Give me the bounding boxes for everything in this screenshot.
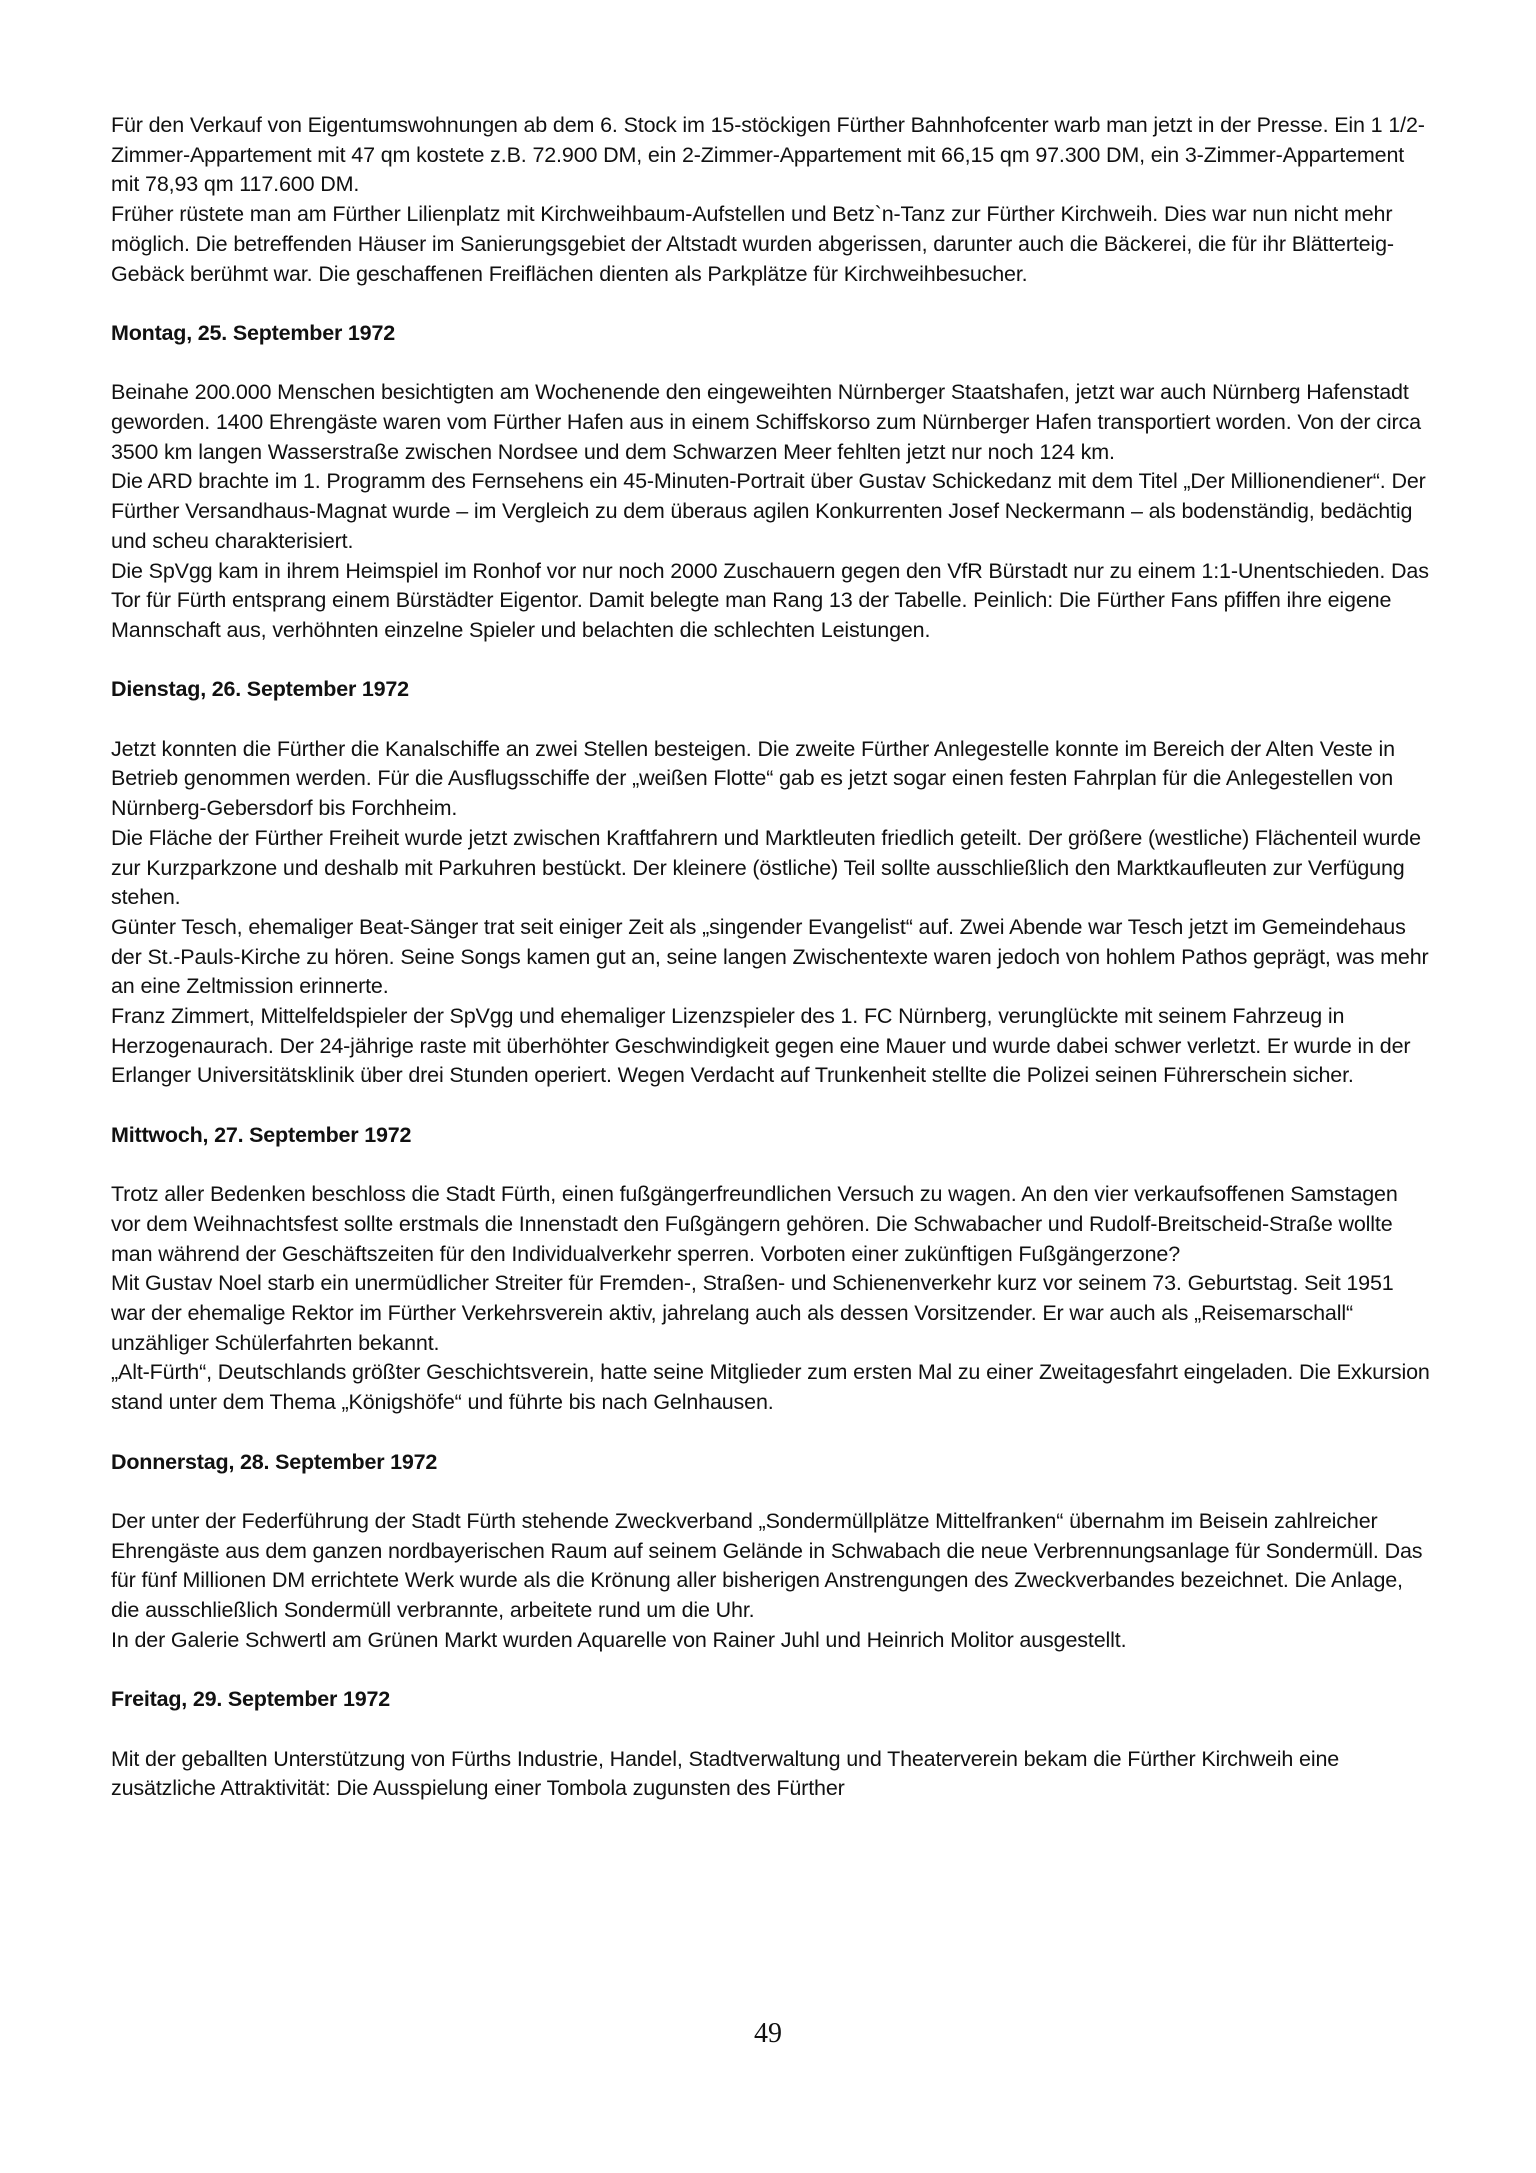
paragraph: Die Fläche der Fürther Freiheit wurde jetzt zwischen Kraftfahrern und Marktleuten friedlich geteilt. Der größere (westliche) Flächenteil wurde zur Kurzparkzone und deshalb mit Parkuhren bestückt. Der kleinere (östliche) Teil sollte ausschließlich den Marktkaufleuten zur Verfügung stehen.	[111, 825, 1421, 910]
paragraph: Die ARD brachte im 1. Programm des Fernsehens ein 45-Minuten-Portrait über Gustav Schickedanz mit dem Titel „Der Millionendiener“. Der Fürther Versandhaus-Magnat wurde – im Vergleich zu dem überaus agilen Konkurrenten Josef Neckermann – als bodenständig, bedächtig und scheu charakterisiert.	[111, 469, 1426, 553]
paragraph: Mit Gustav Noel starb ein unermüdlicher Streiter für Fremden-, Straßen- und Schienenverkehr kurz vor seinem 73. Geburtstag. Seit 1951 war der ehemalige Rektor im Fürther Verkehrsverein aktiv, jahrelang auch als dessen Vorsitzender. Er war auch als „Reisemarschall“ unzähliger Schülerfahrten bekannt.	[111, 1271, 1394, 1355]
section-heading: Freitag, 29. September 1972	[111, 1687, 391, 1712]
paragraph: „Alt-Fürth“, Deutschlands größter Geschichtsverein, hatte seine Mitglieder zum ersten Mal zu einer Zweitagesfahrt eingeladen. Die Exkursion stand unter dem Thema „Königshöfe“ und führte bis nach Gelnhausen.	[111, 1360, 1430, 1415]
section-dienstag	[111, 675, 1431, 1091]
section-donnerstag	[111, 1448, 1431, 1656]
paragraph: Trotz aller Bedenken beschloss die Stadt Fürth, einen fußgängerfreundlichen Versuch zu wagen. An den vier verkaufsoffenen Samstagen vor dem Weihnachtsfest sollte erstmals die Innenstadt den Fußgängern gehören. Die Schwabacher und Rudolf-Breitscheid-Straße wollte man während der Geschäftszeiten für den Individualverkehr sperren. Vorboten einer zukünftigen Fußgängerzone?	[111, 1182, 1398, 1266]
section-heading: Mittwoch, 27. September 1972	[111, 1122, 412, 1147]
paragraph: Der unter der Federführung der Stadt Fürth stehende Zweckverband „Sondermüllplätze Mittelfranken“ übernahm im Beisein zahlreicher Ehrengäste aus dem ganzen nordbayerischen Raum auf seinem Gelände in Schwabach die neue Verbrennungsanlage für Sondermüll. Das für fünf Millionen DM errichtete Werk wurde als die Krönung aller bisherigen Anstrengungen des Zweckverbandes bezeichnet. Die Anlage, die ausschließlich Sondermüll verbrannte, arbeitete rund um die Uhr.	[111, 1508, 1423, 1623]
intro-section	[111, 111, 1431, 289]
section-heading: Donnerstag, 28. September 1972	[111, 1449, 438, 1474]
section-heading: Montag, 25. September 1972	[111, 320, 395, 345]
paragraph: Die SpVgg kam in ihrem Heimspiel im Ronhof vor nur noch 2000 Zuschauern gegen den VfR Bürstadt nur zu einem 1:1-Unentschieden. Das Tor für Fürth entsprang einem Bürstädter Eigentor. Damit belegte man Rang 13 der Tabelle. Peinlich: Die Fürther Fans pfiffen ihre eigene Mannschaft aus, verhöhnten einzelne Spieler und belachten die schlechten Leistungen.	[111, 558, 1429, 642]
section-montag	[111, 319, 1431, 646]
paragraph: Für den Verkauf von Eigentumswohnungen ab dem 6. Stock im 15-stöckigen Fürther Bahnhofcenter warb man jetzt in der Presse. Ein 1 1/2-Zimmer-Appartement mit 47 qm kostete z.B. 72.900 DM, ein 2-Zimmer-Appartement mit 66,15 qm 97.300 DM, ein 3-Zimmer-Appartement mit 78,93 qm 117.600 DM.	[111, 113, 1425, 197]
paragraph: Früher rüstete man am Fürther Lilienplatz mit Kirchweihbaum-Aufstellen und Betz`n-Tanz zur Fürther Kirchweih. Dies war nun nicht mehr möglich. Die betreffenden Häuser im Sanierungsgebiet der Altstadt wurden abgerissen, darunter auch die Bäckerei, die für ihr Blätterteig-Gebäck berühmt war. Die geschaffenen Freiflächen dienten als Parkplätze für Kirchweihbesucher.	[111, 202, 1394, 286]
paragraph: In der Galerie Schwertl am Grünen Markt wurden Aquarelle von Rainer Juhl und Heinrich Molitor ausgestellt.	[111, 1627, 1127, 1652]
paragraph: Mit der geballten Unterstützung von Fürths Industrie, Handel, Stadtverwaltung und Theaterverein bekam die Fürther Kirchweih eine zusätzliche Attraktivität: Die Ausspielung einer Tombola zugunsten des Fürther	[111, 1746, 1340, 1801]
paragraph: Beinahe 200.000 Menschen besichtigten am Wochenende den eingeweihten Nürnberger Staatshafen, jetzt war auch Nürnberg Hafenstadt geworden. 1400 Ehrengäste waren vom Fürther Hafen aus in einem Schiffskorso zum Nürnberger Hafen transportiert worden. Von der circa 3500 km langen Wasserstraße zwischen Nordsee und dem Schwarzen Meer fehlten jetzt nur noch 124 km.	[111, 380, 1421, 464]
paragraph: Günter Tesch, ehemaliger Beat-Sänger trat seit einiger Zeit als „singender Evangelist“ auf. Zwei Abende war Tesch jetzt im Gemeindehaus der St.-Pauls-Kirche zu hören. Seine Songs kamen gut an, seine langen Zwischentexte waren jedoch von hohlem Pathos geprägt, was mehr an eine Zeltmission erinnerte.	[111, 914, 1429, 999]
paragraph: Jetzt konnten die Fürther die Kanalschiffe an zwei Stellen besteigen. Die zweite Fürther Anlegestelle konnte im Bereich der Alten Veste in Betrieb genommen werden. Für die Ausflugsschiffe der „weißen Flotte“ gab es jetzt sogar einen festen Fahrplan für die Anlegestellen von Nürnberg-Gebersdorf bis Forchheim.	[111, 736, 1395, 821]
section-heading: Dienstag, 26. September 1972	[111, 677, 409, 702]
paragraph: Franz Zimmert, Mittelfeldspieler der SpVgg und ehemaliger Lizenzspieler des 1. FC Nürnberg, verunglückte mit seinem Fahrzeug in Herzogenaurach. Der 24-jährige raste mit überhöhter Geschwindigkeit gegen eine Mauer und wurde dabei schwer verletzt. Er wurde in der Erlanger Universitätsklinik über drei Stunden operiert. Wegen Verdacht auf Trunkenheit stellte die Polizei seinen Führerschein sicher.	[111, 1004, 1411, 1088]
document-page	[111, 111, 1431, 1804]
section-mittwoch	[111, 1121, 1431, 1418]
section-freitag	[111, 1685, 1431, 1804]
page-number: 49	[754, 2018, 782, 2049]
